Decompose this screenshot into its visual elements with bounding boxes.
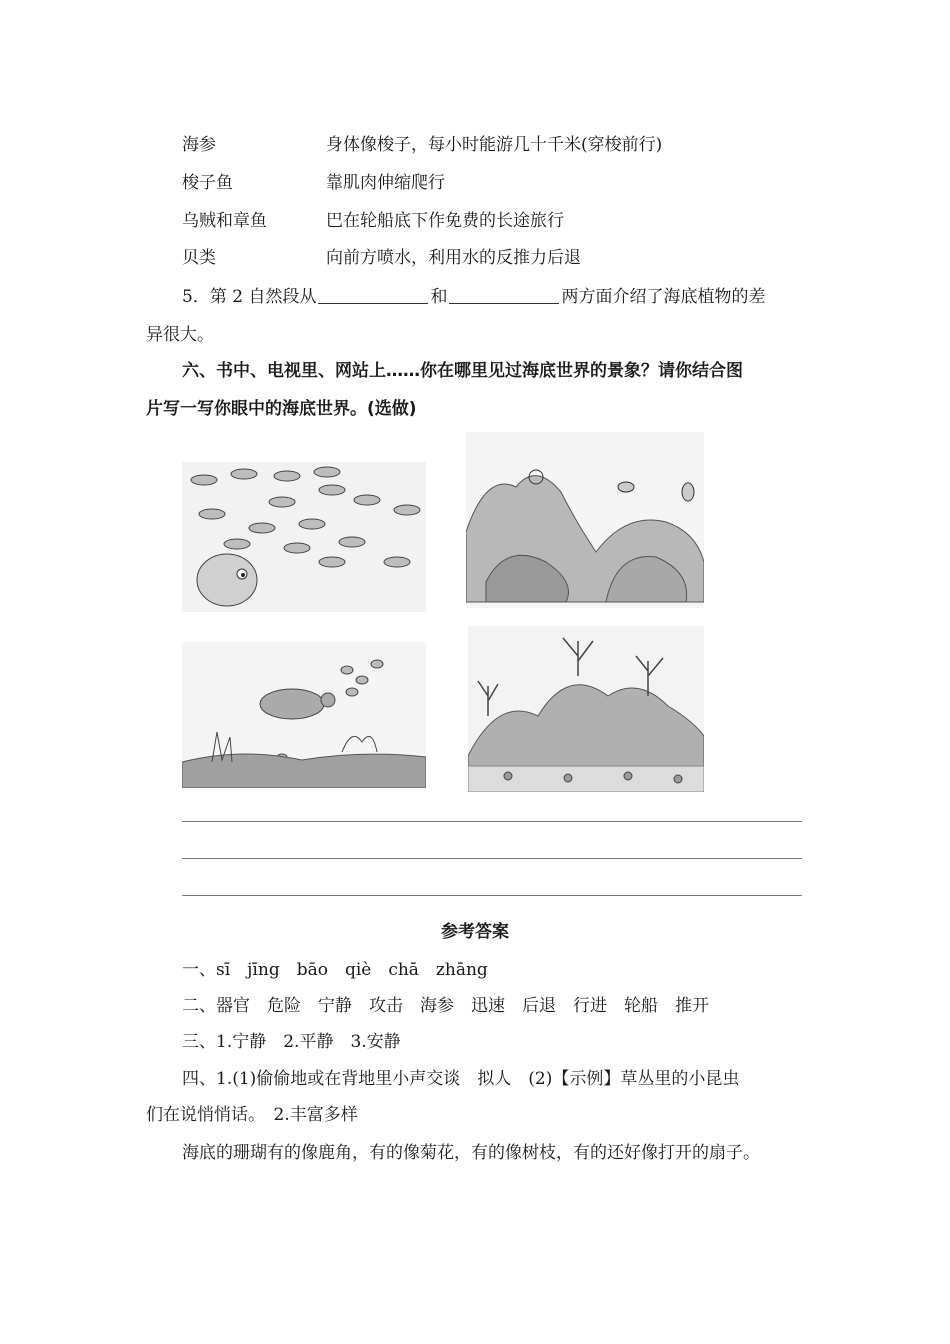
answer-blank-1[interactable] (318, 287, 428, 304)
fish-school-illustration (182, 462, 426, 612)
rock-aquarium-illustration (466, 432, 704, 608)
match-left-0: 海参 (182, 135, 216, 155)
q5-suffix: 两方面介绍了海底植物的差 (561, 287, 766, 307)
match-left-3: 贝类 (182, 248, 216, 268)
match-left-2: 乌贼和章鱼 (182, 211, 267, 231)
writing-line-1[interactable] (182, 821, 802, 822)
match-right-2: 巴在轮船底下作免费的长途旅行 (326, 211, 564, 231)
sea-turtle-illustration (182, 642, 426, 788)
writing-line-2[interactable] (182, 858, 802, 859)
answer-blank-2[interactable] (449, 287, 559, 304)
match-right-1: 靠肌肉伸缩爬行 (326, 173, 445, 193)
answer-4-line2: 们在说悄悄话。 2.丰富多样 (146, 1105, 358, 1125)
answer-2: 二、器官 危险 宁静 攻击 海参 迅速 后退 行进 轮船 推开 (182, 996, 709, 1016)
q6-line1: 六、书中、电视里、网站上……你在哪里见过海底世界的景象？请你结合图 (182, 361, 743, 381)
q5-mid: 和 (430, 287, 448, 307)
match-right-0: 身体像梭子，每小时能游几十千米(穿梭前行) (326, 135, 663, 155)
match-right-3: 向前方喷水，利用水的反推力后退 (326, 248, 581, 268)
answer-4-line1: 四、1.(1)偷偷地或在背地里小声交谈 拟人 (2)【示例】草丛里的小昆虫 (182, 1069, 740, 1089)
writing-line-3[interactable] (182, 895, 802, 896)
match-left-1: 梭子鱼 (182, 173, 233, 193)
answer-3: 三、1.宁静 2.平静 3.安静 (182, 1032, 401, 1052)
answers-title: 参考答案 (441, 922, 509, 942)
answer-5: 海底的珊瑚有的像鹿角，有的像菊花，有的像树枝，有的还好像打开的扇子。 (182, 1143, 760, 1163)
coral-reef-illustration (468, 626, 704, 792)
q5-prefix: 5．第 2 自然段从 (182, 287, 317, 307)
question-5 (182, 282, 765, 307)
answer-1: 一、sī jīng bāo qiè chā zhāng (182, 960, 488, 980)
q5-line2: 异很大。 (146, 325, 214, 345)
q6-line2: 片写一写你眼中的海底世界。(选做) (146, 399, 417, 419)
